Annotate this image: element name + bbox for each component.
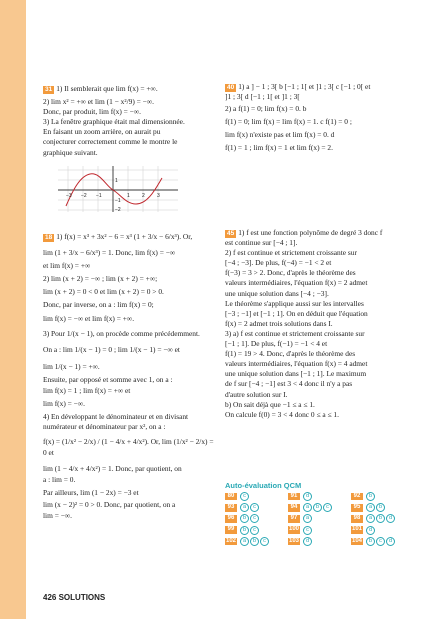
qcm-question-number: 103 <box>289 537 300 544</box>
line: On calcule f(0) = 3 < 4 donc 0 ≤ a ≤ 1. <box>225 409 339 419</box>
qcm-answer: b <box>250 537 259 546</box>
line: valeurs intermédiaires, l'équation f(x) = 4 admet <box>225 359 368 369</box>
exercise-number: 18 <box>45 234 53 241</box>
exercise-number: 31 <box>45 86 53 93</box>
page-number: 426 <box>43 593 57 602</box>
exercise-number: 45 <box>227 230 235 237</box>
qcm-answer: c <box>250 526 259 535</box>
exercise-number: 40 <box>227 84 235 91</box>
line: [−4 ; −3]. De plus, f(−4) = −1 < 2 et <box>225 258 332 268</box>
x-tick: 2 <box>142 193 145 199</box>
line: f(1) = 1 ; lim f(x) = 1 et lim f(x) = 2. <box>225 143 333 153</box>
qcm-item <box>288 503 351 512</box>
exercise-40 <box>225 82 420 154</box>
qcm-row <box>225 502 415 513</box>
line: et lim f(x) = +∞ <box>43 261 91 271</box>
qcm-item <box>225 503 288 512</box>
qcm-item <box>351 503 414 512</box>
line: de f sur [−4 ; −1] est 3 < 4 donc il n'y a pas <box>225 379 353 389</box>
line: lim = −∞. <box>43 510 73 520</box>
qcm-answer: d <box>303 537 312 546</box>
y-tick: −2 <box>115 207 121 212</box>
qcm-answer: c <box>250 514 259 523</box>
qcm-item <box>351 492 414 501</box>
line: lim f(x) = −∞ et lim f(x) = +∞. <box>43 313 135 323</box>
line: f(x) = 2 admet trois solutions dans I. <box>225 318 333 328</box>
line: lim 1/(x − 1) = +∞. <box>43 361 100 371</box>
line: numérateur et dénominateur par x², on a : <box>43 422 166 432</box>
qcm-item <box>351 526 414 535</box>
qcm-question-number: 92 <box>351 493 363 501</box>
line: valeurs intermédiaires, l'équation f(x) = 2 admet <box>225 278 368 288</box>
qcm-question-number: 80 <box>225 493 237 501</box>
qcm-answer: a <box>240 503 249 512</box>
line: En faisant un zoom arrière, on aurait pu <box>43 127 161 137</box>
line: Donc, par inverse, on a : lim f(x) = 0; <box>43 300 154 310</box>
qcm-row <box>225 536 415 547</box>
qcm-question-number: 91 <box>288 493 300 501</box>
qcm-item <box>288 526 351 535</box>
qcm-answer: d <box>386 537 395 546</box>
qcm-question-number: 104 <box>352 537 363 544</box>
qcm-answer: d <box>303 492 312 501</box>
y-tick: 1 <box>115 178 118 184</box>
qcm-item <box>288 514 351 523</box>
qcm-answer: b <box>313 503 322 512</box>
qcm-question-number: 94 <box>288 504 300 512</box>
line: 3) Pour 1/(x − 1), on procède comme précédemment. <box>43 328 200 338</box>
line: une unique solution dans [−4 ; −3]. <box>225 288 329 298</box>
qcm-question-number: 99 <box>225 526 237 534</box>
line: ]1 ; 3[ d [−1 ; 1[ et ]1 ; 3[ <box>225 92 300 102</box>
qcm-answer: b <box>376 503 385 512</box>
line: 3) La fenêtre graphique était mal dimensionnée. <box>43 117 185 127</box>
qcm-question-number: 95 <box>351 504 363 512</box>
line: Le théorème s'applique aussi sur les intervalles <box>225 298 364 308</box>
line: 2) a f(1) = 0; lim f(x) = 0. b <box>225 104 307 114</box>
line: On a : lim 1/(x − 1) = 0 ; lim 1/(x − 1) = −∞ et <box>43 344 180 354</box>
qcm-question-number: 97 <box>288 515 300 523</box>
qcm-row <box>225 525 415 536</box>
x-tick: 3 <box>157 193 160 199</box>
line: f(1) = 0; lim f(x) = lim f(x) = 1. c f(1) = 0 ; <box>225 117 352 127</box>
line: lim f(x) = −∞. <box>43 399 85 409</box>
line: f(1) = 19 > 4. Donc, d'après le théorème des <box>225 349 356 359</box>
line: 1) a ] − 1 ; 3[ b [−1 ; 1[ et ]1 ; 3[ c [−1 ; 0[ et <box>238 82 371 91</box>
qcm-row <box>225 491 415 502</box>
line: f(x) = (1/x² − 2/x) / (1 − 4/x + 4/x²). Or, lim (1/x² − 2/x) = 0 et <box>43 437 214 457</box>
qcm-answer: b <box>376 514 385 523</box>
qcm-item <box>225 514 288 523</box>
line: lim (x + 2) = 0 < 0 et lim (x + 2) = 0 > 0. <box>43 287 164 297</box>
qcm-answer: d <box>386 514 395 523</box>
qcm-answer: c <box>250 503 259 512</box>
footer-label: SOLUTIONS <box>58 593 106 602</box>
line: 4) En développant le dénominateur et en divisant <box>43 412 189 422</box>
qcm-item <box>351 537 414 546</box>
line: conjecturer correctement comme le montre le <box>43 137 178 147</box>
qcm-answer: d <box>366 526 375 535</box>
qcm-question-number: 102 <box>226 537 237 544</box>
qcm-answer: a <box>366 503 375 512</box>
qcm-grid <box>225 491 415 547</box>
x-tick: −3 <box>66 193 72 199</box>
qcm-question-number: 93 <box>225 504 237 512</box>
page-footer <box>43 593 105 602</box>
line: graphique suivant. <box>43 147 98 157</box>
line: 1) f est une fonction polynôme de degré 3 donc f <box>238 228 383 237</box>
line: Ensuite, par opposé et somme avec 1, on a : <box>43 374 173 384</box>
qcm-row <box>225 513 415 524</box>
qcm-answer: c <box>303 526 312 535</box>
qcm-item <box>225 526 288 535</box>
line: f(−3) = 3 > 2. Donc, d'après le théorème des <box>225 268 356 278</box>
line: [−1 ; 1]. De plus, f(−1) = −1 < 4 et <box>225 339 328 349</box>
x-tick: −1 <box>96 193 102 199</box>
page-margin-strip <box>0 0 26 619</box>
qcm-answer: a <box>303 503 312 512</box>
qcm-answer: c <box>323 503 332 512</box>
qcm-answer: a <box>303 514 312 523</box>
qcm-answer: c <box>376 537 385 546</box>
line: 1) f(x) = x³ + 3x² − 6 = x³ (1 + 3/x − 6/x³). Or, <box>56 232 193 241</box>
line: Par ailleurs, lim (1 − 2x) = −3 et <box>43 487 139 497</box>
line: lim (1 + 3/x − 6/x³) = 1. Donc, lim f(x) = −∞ <box>43 248 176 258</box>
line: d'autre solution sur I. <box>225 389 288 399</box>
qcm-answer: c <box>240 492 249 501</box>
line: lim (1 − 4/x + 4/x²) = 1. Donc, par quotient, on <box>43 463 182 473</box>
exercise-18 <box>43 232 218 521</box>
qcm-item <box>225 492 288 501</box>
line: lim f(x) = 1 ; lim f(x) = +∞ et <box>43 386 131 396</box>
line: une unique solution dans [−1 ; 1]. Le maximum <box>225 369 367 379</box>
qcm-answer: b <box>240 514 249 523</box>
qcm-answer: b <box>366 492 375 501</box>
qcm-answer: a <box>240 537 249 546</box>
qcm-item <box>288 537 351 546</box>
qcm-question-number: 100 <box>289 526 300 533</box>
qcm-item <box>225 537 288 546</box>
x-tick: 1 <box>127 193 130 199</box>
line: 2) lim (x + 2) = −∞ ; lim (x + 2) = +∞; <box>43 274 158 284</box>
qcm-answer: a <box>366 514 375 523</box>
line: 2) f est continue et strictement croissante sur <box>225 248 357 258</box>
line: est continue sur [−4 ; 1]. <box>225 238 298 248</box>
qcm-question-number: 98 <box>351 515 363 523</box>
exercise-45 <box>225 228 420 420</box>
line: a : lim = 0. <box>43 474 76 484</box>
line: [−3 ; −1] et [−1 ; 1]. On en déduit que l'équation <box>225 308 368 318</box>
line: lim f(x) n'existe pas et lim f(x) = 0. d <box>225 130 335 140</box>
function-graph <box>58 166 178 212</box>
line: b) On sait déjà que −1 ≤ a ≤ 1. <box>225 399 315 409</box>
line: 2) lim x² = +∞ et lim (1 − x²/9) = −∞. <box>43 97 154 107</box>
qcm-item <box>351 514 414 523</box>
y-tick: −1 <box>115 198 121 204</box>
x-tick: −2 <box>81 193 87 199</box>
qcm-question-number: 96 <box>225 515 237 523</box>
exercise-31 <box>43 84 215 158</box>
qcm-answer: b <box>366 537 375 546</box>
qcm-question-number: 101 <box>352 526 363 533</box>
qcm-item <box>288 492 351 501</box>
line: 3) a) f est continue et strictement croissante sur <box>225 328 365 338</box>
line: 1) Il semblerait que lim f(x) = +∞. <box>56 84 158 93</box>
qcm-title: Auto-évaluation QCM <box>225 481 302 490</box>
line: lim (x − 2)² = 0 > 0. Donc, par quotient, on a <box>43 499 176 509</box>
qcm-answer: c <box>260 537 269 546</box>
qcm-answer: b <box>240 526 249 535</box>
line: Donc, par produit, lim f(x) = −∞. <box>43 107 141 117</box>
